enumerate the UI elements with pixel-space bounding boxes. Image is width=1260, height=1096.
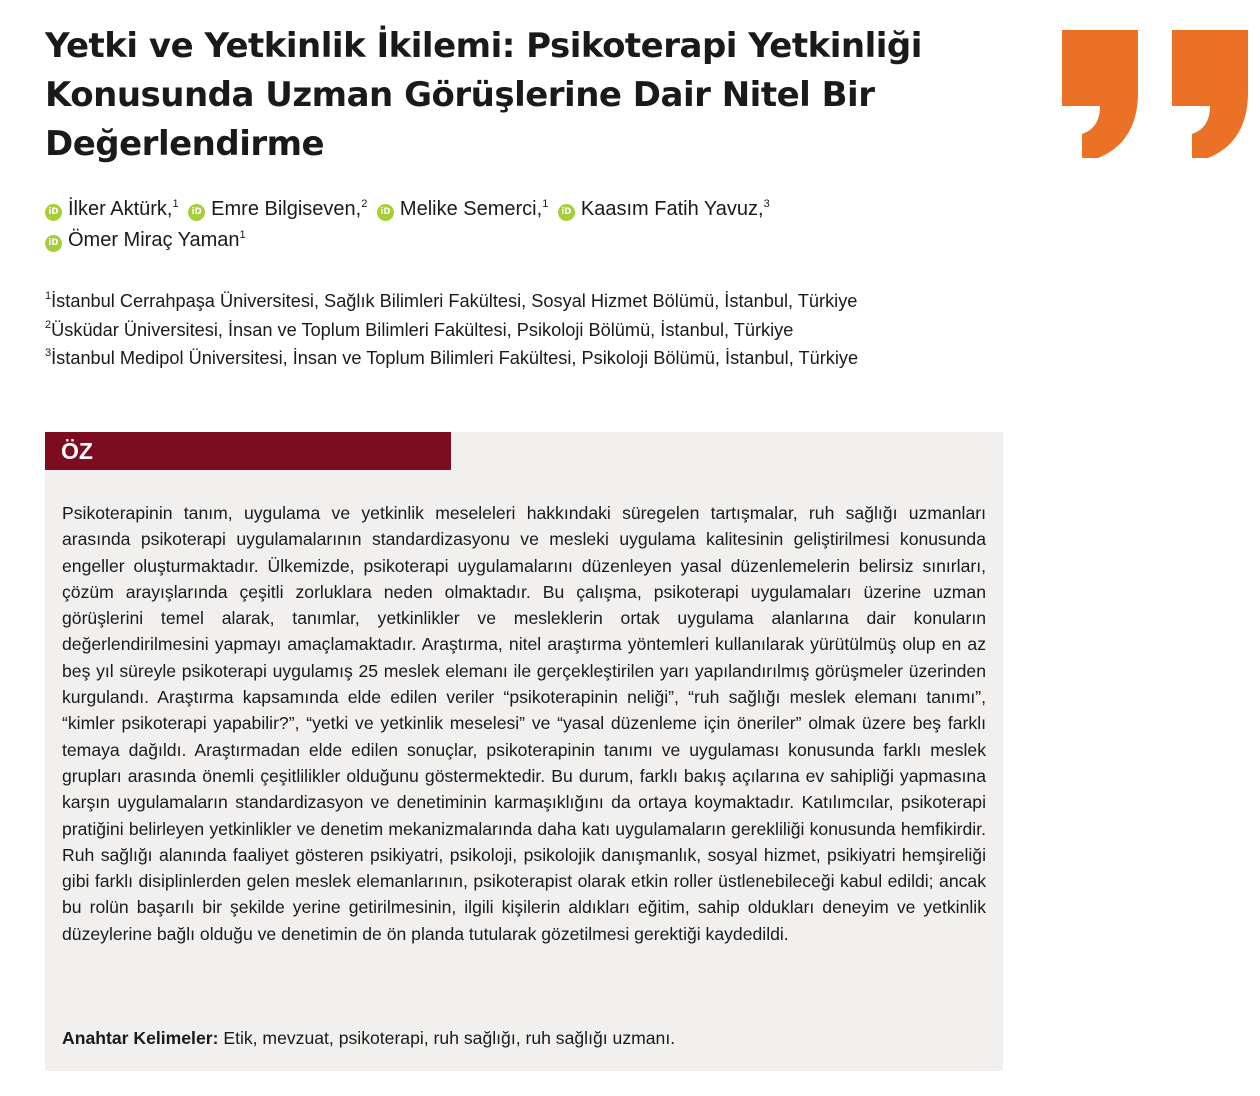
- abstract-heading: ÖZ: [45, 432, 451, 470]
- affiliation: [45, 316, 1055, 345]
- orcid-icon[interactable]: iD: [558, 204, 575, 221]
- affiliation-number: 3: [45, 347, 52, 359]
- author-name: Emre Bilgiseven,: [211, 198, 362, 220]
- affiliation: [45, 287, 1055, 316]
- quote-mark-left: [1062, 30, 1138, 158]
- abstract-box: [45, 432, 1003, 1071]
- keywords-label: Anahtar Kelimeler:: [62, 1028, 219, 1048]
- author-affiliation-number: 1: [172, 198, 179, 210]
- author-name: Melike Semerci,: [399, 198, 543, 220]
- abstract-body: Psikoterapinin tanım, uygulama ve yetkinlik meseleleri hakkındaki süregelen tartışmalar, ruh sağlığı uzmanları arasında psikoterapi uygulamalarının standardizasyonu ve mesleki uygulama kalitesinin geliştirilmesi konusunda engeller oluşturmaktadır. Ülkemizde, psikoterapi uygulamalarını düzenleyen yasal düzenlemelerin belirsiz sınırları, çözüm arayışlarında çeşitli zorluklara neden olmaktadır. Bu çalışma, psikoterapi uygulamaları üzerine uzman görüşlerini temel alarak, tanımlar, yetkinlikler ve mesleklerin ortak uygulama alanlarına dair konuların değerlendirilmesini yapmayı amaçlamaktadır. Araştırma, nitel araştırma yöntemleri kullanılarak yürütülmüş olup en az beş yıl süreyle psikoterapi uygulamış 25 meslek elemanı ile gerçekleştirilen yarı yapılandırılmış görüşmeler üzerinden kurgulandı. Araştırma kapsamında elde edilen veriler “psikoterapinin neliği”, “ruh sağlığı meslek elemanı tanımı”, “kimler psikoterapi yapabilir?”, “yetki ve yetkinlik meselesi” ve “yasal düzenleme için öneriler” olmak üzere beş farklı temaya dağıldı. Araştırmadan elde edilen sonuçlar, psikoterapinin tanımı ve uygulaması konusunda farklı meslek grupları arasında önemli çeşitlilikler olduğunu göstermektedir. Bu durum, farklı bakış açılarına ev sahipliği yapmasına karşın uygulamaların standardizasyon ve denetiminin karmaşıklığını da ortaya koymaktadır. Katılımcılar, psikoterapi pratiğini belirleyen yetkinlikler ve denetim mekanizmalarında daha katı uygulamaların gerekliliği konusunda hemfikirdir. Ruh sağlığı alanında faaliyet gösteren psikiyatri, psikoloji, psikolojik danışmanlık, sosyal hizmet, psikiyatri hemşireliği gibi farklı disiplinlerden gelen meslek elemanlarının, psikoterapist olarak etkin roller üstlenebileceği kabul edildi; ancak bu rolün başarılı bir şekilde yerine getirilmesinin, ilgili kişilerin aldıkları eğitim, sahip oldukları deneyim ve yetkinlik düzeylerine bağlı olduğu ve denetimin de ön planda tutularak gözetilmesi gerektiği kaydedildi.: [62, 503, 986, 944]
- keywords-list: Etik, mevzuat, psikoterapi, ruh sağlığı, ruh sağlığı uzmanı.: [223, 1028, 676, 1048]
- quote-mark-right: [1172, 30, 1248, 158]
- author: [45, 194, 179, 225]
- affiliation-text: İstanbul Medipol Üniversitesi, İnsan ve Toplum Bilimleri Fakültesi, Psikoloji Bölümü, İstanbul, Türkiye: [51, 348, 859, 368]
- keywords: [62, 1025, 986, 1051]
- orcid-icon[interactable]: iD: [45, 204, 62, 221]
- author: [377, 194, 548, 225]
- affiliation-list: [45, 287, 1055, 373]
- author-name: Ömer Miraç Yaman: [68, 229, 240, 251]
- affiliation-number: 1: [45, 290, 52, 302]
- affiliation-text: Üsküdar Üniversitesi, İnsan ve Toplum Bilimleri Fakültesi, Psikoloji Bölümü, İstanbul, Türkiye: [51, 319, 794, 340]
- author-affiliation-number: 2: [361, 198, 368, 210]
- orcid-icon[interactable]: iD: [45, 235, 62, 252]
- author: [45, 225, 246, 256]
- affiliation-number: 2: [45, 318, 52, 331]
- author-affiliation-number: 1: [542, 198, 549, 210]
- affiliation: [45, 344, 1055, 373]
- orcid-icon[interactable]: iD: [188, 204, 205, 221]
- quote-mark-icon: [1060, 30, 1250, 160]
- author-affiliation-number: 1: [239, 229, 246, 241]
- author: [558, 194, 770, 225]
- author: [188, 194, 367, 225]
- author-name: Kaasım Fatih Yavuz,: [580, 198, 764, 220]
- orcid-icon[interactable]: iD: [377, 204, 394, 221]
- affiliation-text: İstanbul Cerrahpaşa Üniversitesi, Sağlık Bilimleri Fakültesi, Sosyal Hizmet Bölümü, İstanbul, Türkiye: [51, 291, 858, 311]
- author-affiliation-number: 3: [763, 198, 770, 210]
- author-name: İlker Aktürk,: [68, 198, 173, 220]
- author-list: [45, 194, 1045, 256]
- article-title: Yetki ve Yetkinlik İkilemi: Psikoterapi Yetkinliği Konusunda Uzman Görüşlerine Dair Nitel Bir Değerlendirme: [45, 26, 922, 164]
